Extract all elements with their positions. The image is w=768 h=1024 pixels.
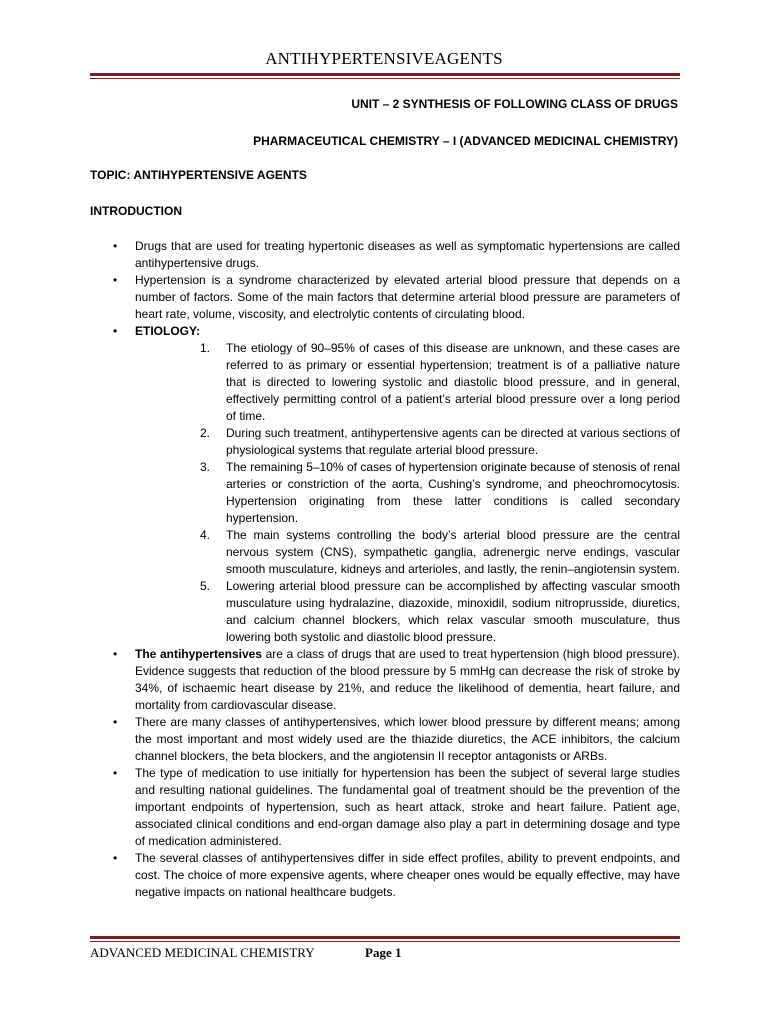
list-item xyxy=(90,272,680,323)
numbered-item xyxy=(135,459,680,527)
item-number: 5. xyxy=(200,579,211,593)
footer-rule xyxy=(90,936,680,942)
bullet-text: are a class of drugs that are used to treat hypertension (high blood pressure). Evidence suggests that reduction of the blood pressure by 5 mmHg can decrease the risk of stroke by 34%, of ischaemic heart disease by 21%, and reduce the likelihood of dementia, heart failure, and mortality from cardiovascular disease. xyxy=(135,647,680,712)
etiology-heading: ETIOLOGY: xyxy=(135,324,201,338)
item-number: 4. xyxy=(200,528,211,542)
numbered-item xyxy=(135,425,680,459)
list-item xyxy=(90,238,680,272)
item-text: Lowering arterial blood pressure can be accomplished by affecting vascular smooth musculature using hydralazine, diazoxide, minoxidil, sodium nitroprusside, diuretics, and calcium channel blockers, which relax vascular smooth musculature, thus lowering both systolic and diastolic blood pressure. xyxy=(226,579,680,644)
list-item xyxy=(90,646,680,714)
item-number: 2. xyxy=(200,426,211,440)
bullet-text: Hypertension is a syndrome characterized by elevated arterial blood pressure that depends on a number of factors. Some of the main factors that determine arterial blood pressure are parameters of heart rate, volume, viscosity, and electrolytic contents of circulating blood. xyxy=(135,273,680,321)
subject-line: PHARMACEUTICAL CHEMISTRY – I (ADVANCED MEDICINAL CHEMISTRY) xyxy=(253,134,678,148)
list-item xyxy=(90,323,680,646)
main-content xyxy=(90,238,680,901)
list-item xyxy=(90,714,680,765)
bullet-icon: • xyxy=(113,851,118,865)
item-number: 1. xyxy=(200,341,211,355)
numbered-item xyxy=(135,527,680,578)
bullet-icon: • xyxy=(113,239,118,253)
bullet-bold-lead: The antihypertensives xyxy=(135,647,262,661)
numbered-item xyxy=(135,340,680,425)
item-number: 3. xyxy=(200,460,211,474)
etiology-list xyxy=(135,340,680,646)
list-item xyxy=(90,850,680,901)
page-header-title: ANTIHYPERTENSIVEAGENTS xyxy=(265,49,503,68)
topic-line: TOPIC: ANTIHYPERTENSIVE AGENTS xyxy=(90,168,307,182)
bullet-icon: • xyxy=(113,715,118,729)
list-item xyxy=(90,765,680,850)
bullet-icon: • xyxy=(113,766,118,780)
footer-page-number: Page 1 xyxy=(365,945,402,960)
bullet-icon: • xyxy=(113,273,118,287)
introduction-heading: INTRODUCTION xyxy=(90,204,182,218)
bullet-text: The type of medication to use initially for hypertension has been the subject of several large studies and resulting national guidelines. The fundamental goal of treatment should be the prevention of the important endpoints of hypertension, such as heart attack, stroke and heart failure. Patient age, associated clinical conditions and end-organ damage also play a part in determining dosage and type of medication administered. xyxy=(135,766,680,848)
item-text: The remaining 5–10% of cases of hypertension originate because of stenosis of renal arteries or constriction of the aorta, Cushing’s syndrome, and pheochromocytosis. Hypertension originating from these latter conditions is called secondary hypertension. xyxy=(226,460,680,525)
bullet-icon: • xyxy=(113,647,118,661)
header-rule xyxy=(90,73,680,79)
bullet-text: The several classes of antihypertensives differ in side effect profiles, ability to prevent endpoints, and cost. The choice of more expensive agents, where cheaper ones would be equally effective, may have negative impacts on national healthcare budgets. xyxy=(135,851,680,899)
item-text: The etiology of 90–95% of cases of this disease are unknown, and these cases are referred to as primary or essential hypertension; treatment is of a palliative nature that is directed to lowering systolic and diastolic blood pressure, and in general, effectively permitting control of a patient’s arterial blood pressure over a long period of time. xyxy=(226,341,680,423)
bullet-text: Drugs that are used for treating hypertonic diseases as well as symptomatic hypertensions are called antihypertensive drugs. xyxy=(135,239,680,270)
item-text: The main systems controlling the body’s arterial blood pressure are the central nervous system (CNS), sympathetic ganglia, adrenergic nerve endings, vascular smooth musculature, kidneys and arterioles, and lastly, the renin–angiotensin system. xyxy=(226,528,681,576)
unit-line: UNIT – 2 SYNTHESIS OF FOLLOWING CLASS OF DRUGS xyxy=(351,97,678,111)
bullet-list xyxy=(90,238,680,901)
numbered-item xyxy=(135,578,680,646)
bullet-text: There are many classes of antihypertensives, which lower blood pressure by different means; among the most important and most widely used are the thiazide diuretics, the ACE inhibitors, the calcium channel blockers, the beta blockers, and the angiotensin II receptor antagonists or ARBs. xyxy=(135,715,680,763)
item-text: During such treatment, antihypertensive agents can be directed at various sections of physiological systems that regulate arterial blood pressure. xyxy=(226,426,680,457)
footer-course-title: ADVANCED MEDICINAL CHEMISTRY xyxy=(90,945,315,960)
bullet-icon: • xyxy=(113,324,118,338)
